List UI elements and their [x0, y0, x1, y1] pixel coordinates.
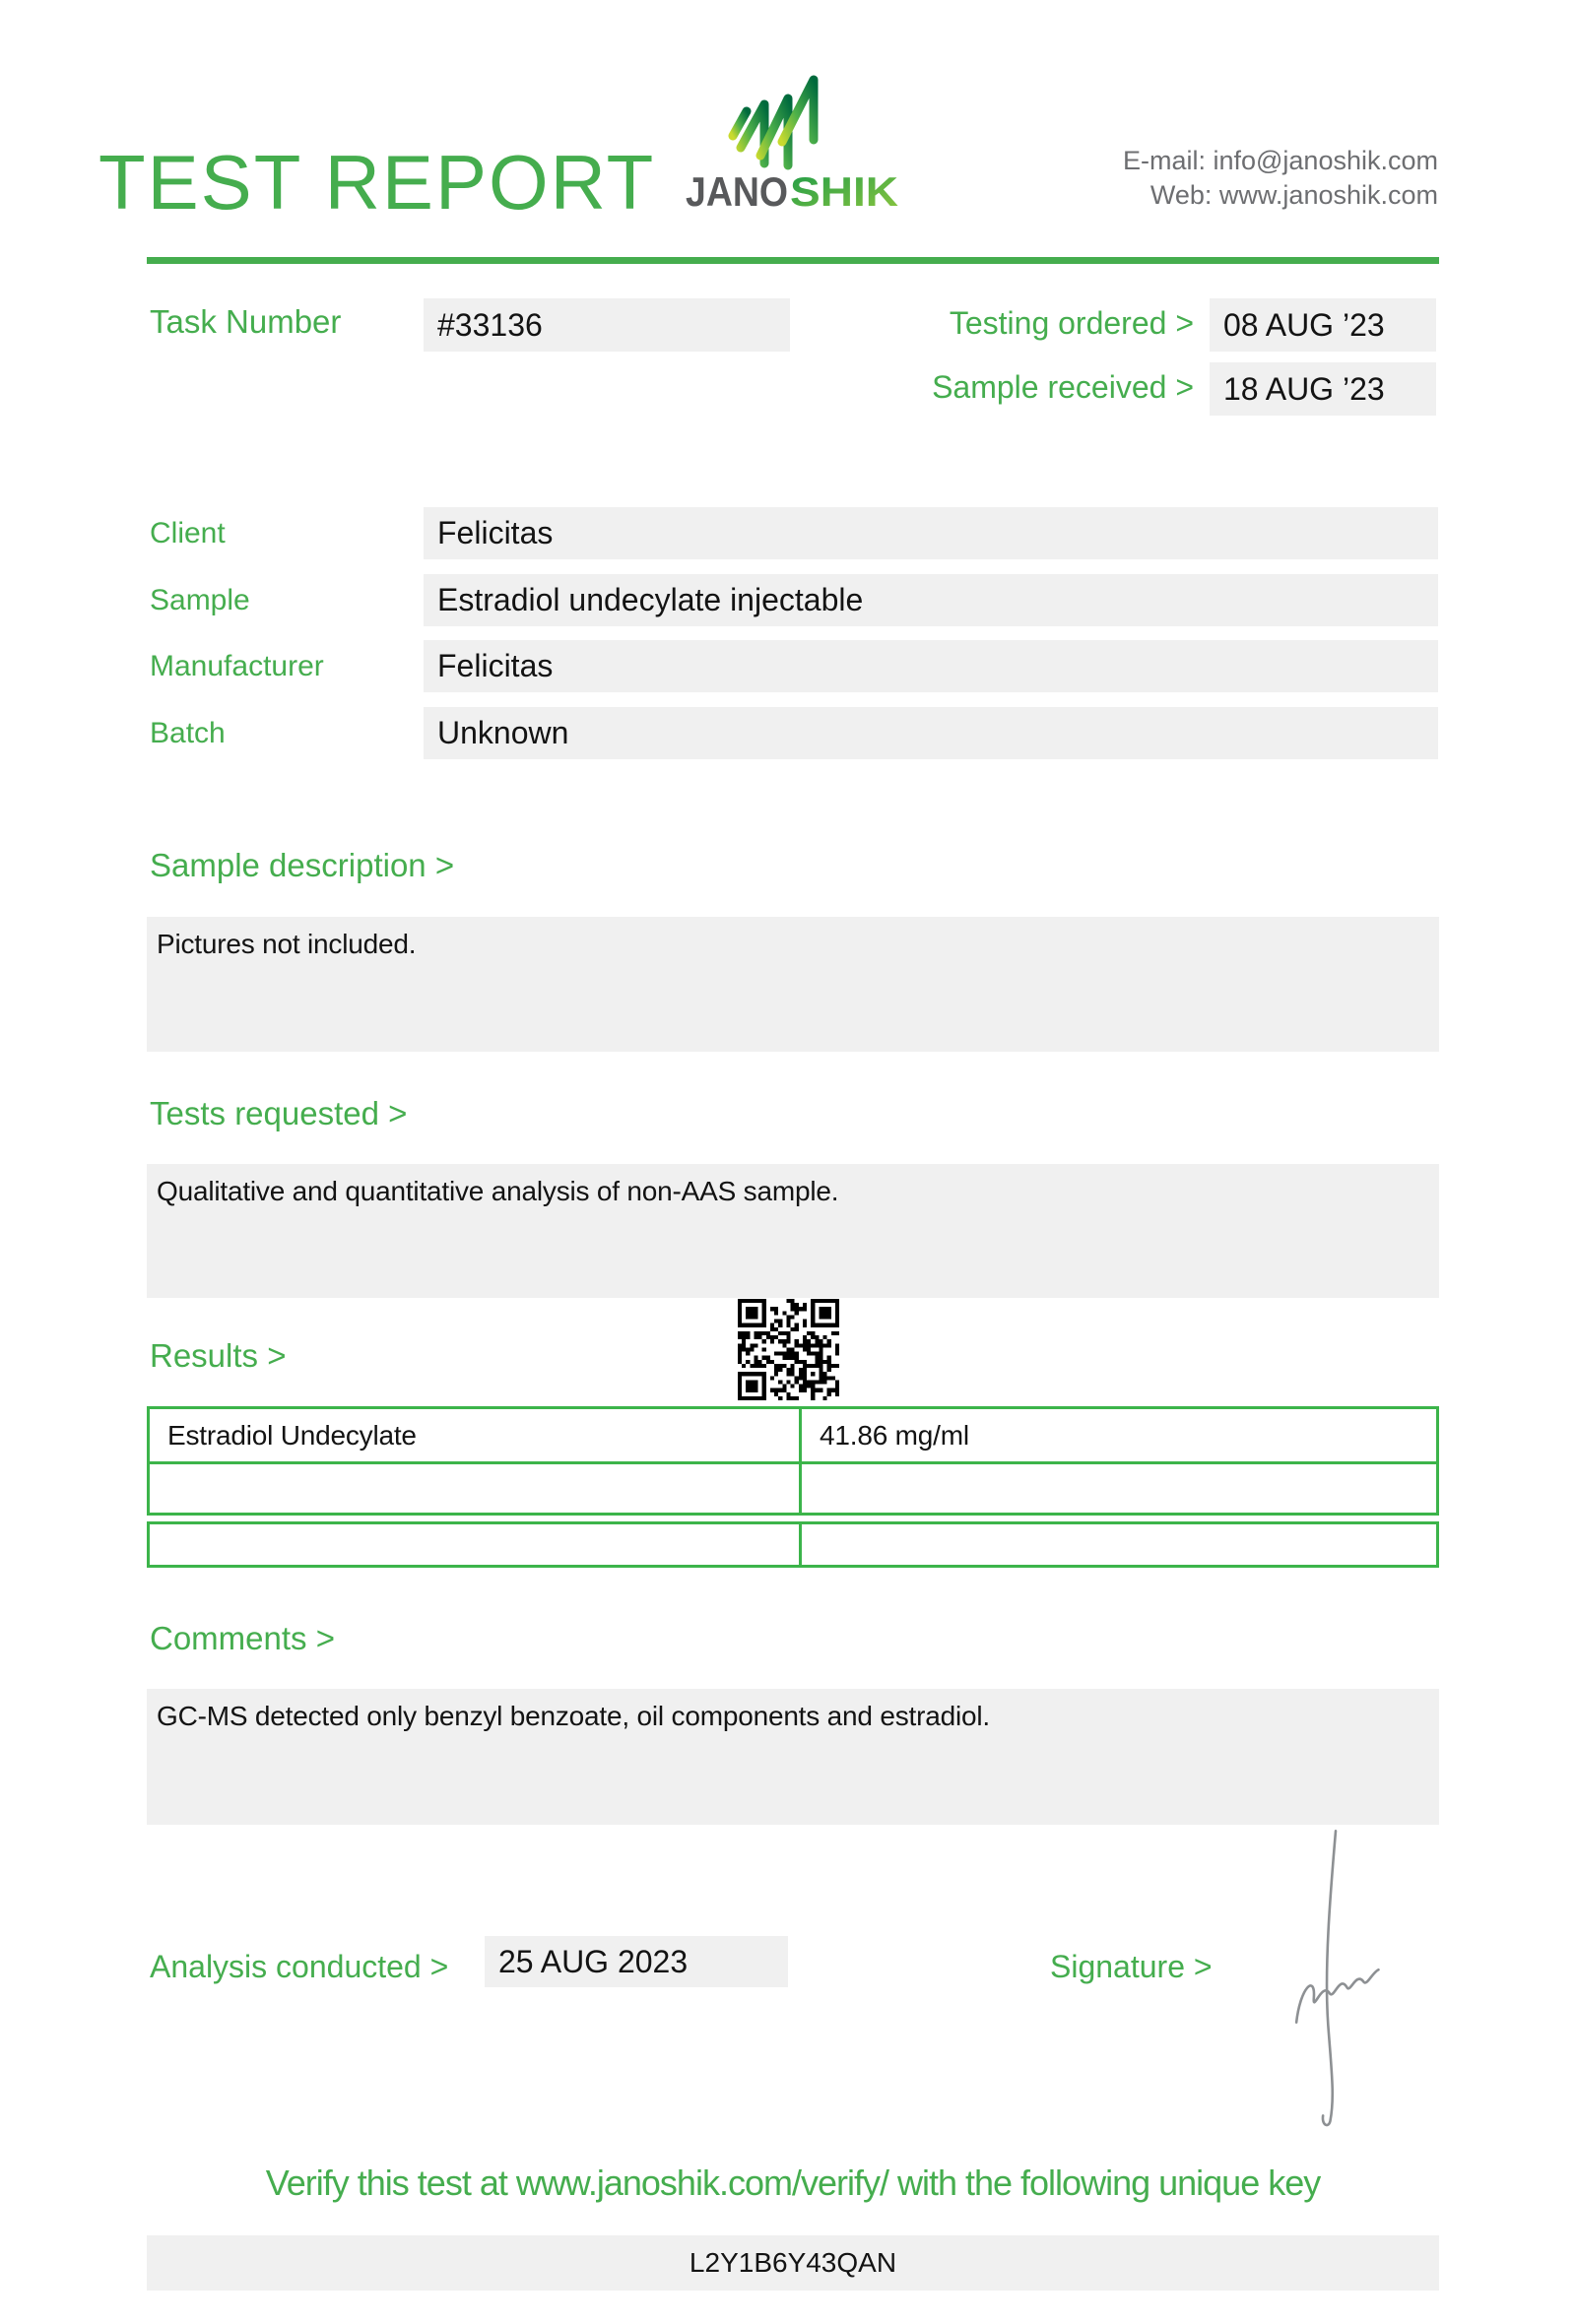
sample-label: Sample — [150, 584, 250, 616]
testing-ordered-label: Testing ordered > — [949, 305, 1194, 341]
signature-label: Signature > — [1050, 1949, 1213, 1984]
sample-description-heading: Sample description > — [150, 847, 455, 883]
result-name-empty2 — [150, 1524, 802, 1565]
tests-requested-heading: Tests requested > — [150, 1095, 408, 1131]
manufacturer-label: Manufacturer — [150, 650, 324, 682]
analysis-date-value: 25 AUG 2023 — [498, 1944, 689, 1979]
sample-description-text: Pictures not included. — [157, 929, 417, 959]
client-value: Felicitas — [437, 515, 554, 550]
sample-received-value: 18 AUG ’23 — [1223, 371, 1385, 407]
page-title: TEST REPORT — [98, 139, 656, 226]
result-name: Estradiol Undecylate — [150, 1409, 802, 1461]
manufacturer-box — [424, 640, 1438, 692]
results-table — [147, 1406, 1439, 1516]
analysis-conducted-label: Analysis conducted > — [150, 1949, 449, 1984]
analysis-date-box — [485, 1936, 788, 1987]
qr-code-icon — [738, 1299, 839, 1400]
results-table-extra — [147, 1521, 1439, 1568]
comments-heading: Comments > — [150, 1620, 335, 1656]
comments-text: GC-MS detected only benzyl benzoate, oil components and estradiol. — [157, 1701, 990, 1731]
results-row-3 — [150, 1524, 1436, 1565]
result-value-empty — [802, 1464, 1436, 1513]
client-box — [424, 507, 1438, 559]
logo-text-green: SHIK — [790, 168, 898, 215]
batch-box — [424, 707, 1438, 759]
results-row-2 — [150, 1461, 1436, 1513]
task-number-value: #33136 — [437, 307, 543, 343]
signature-icon — [1245, 1824, 1409, 2138]
verify-text: Verify this test at www.janoshik.com/verify/ with the following unique key — [265, 2163, 1321, 2203]
sample-received-box — [1210, 362, 1436, 416]
results-row-1 — [150, 1409, 1436, 1461]
verify-key-box — [147, 2235, 1439, 2291]
batch-value: Unknown — [437, 715, 569, 750]
sample-value: Estradiol undecylate injectable — [437, 582, 864, 617]
batch-label: Batch — [150, 717, 226, 749]
logo-text-dark: JANO — [686, 168, 788, 215]
client-label: Client — [150, 517, 226, 549]
logo-chart-icon — [678, 71, 906, 215]
sample-description-box — [147, 917, 1439, 1052]
sample-box — [424, 574, 1438, 626]
tests-requested-text: Qualitative and quantitative analysis of non-AAS sample. — [157, 1176, 839, 1206]
header-divider — [147, 257, 1439, 264]
tests-requested-box — [147, 1164, 1439, 1298]
sample-received-label: Sample received > — [932, 369, 1194, 405]
comments-box — [147, 1689, 1439, 1825]
testing-ordered-box — [1210, 298, 1436, 352]
task-number-label: Task Number — [150, 303, 342, 340]
contact-info — [985, 144, 1438, 213]
contact-email: E-mail: info@janoshik.com — [1122, 146, 1438, 175]
testing-ordered-value: 08 AUG ’23 — [1223, 307, 1385, 343]
manufacturer-value: Felicitas — [437, 648, 554, 683]
verify-key: L2Y1B6Y43QAN — [689, 2247, 897, 2278]
contact-web: Web: www.janoshik.com — [1149, 180, 1438, 210]
task-number-box — [424, 298, 790, 352]
result-name-empty — [150, 1464, 802, 1513]
result-value: 41.86 mg/ml — [820, 1419, 969, 1451]
qr-code — [738, 1299, 839, 1400]
janoshik-logo — [678, 71, 906, 215]
result-value-empty2 — [802, 1524, 1436, 1565]
signature-image — [1245, 1824, 1409, 2138]
results-heading: Results > — [150, 1337, 287, 1374]
